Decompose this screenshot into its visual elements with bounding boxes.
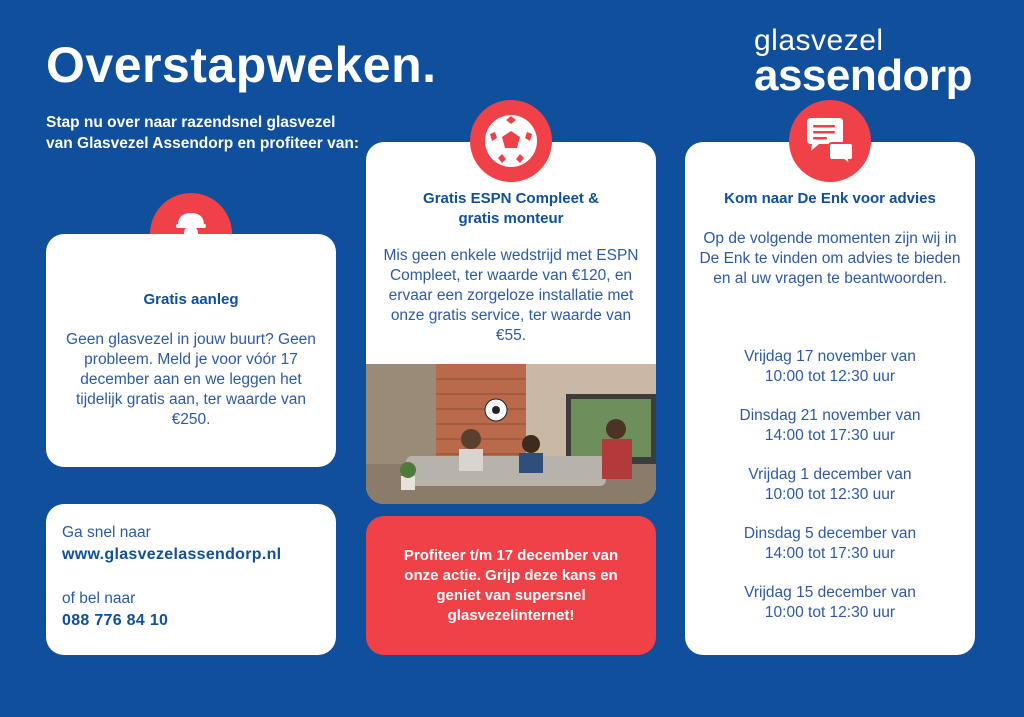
advice-slot [685,465,975,505]
soccer-ball-icon [470,100,552,182]
advice-card [685,142,975,655]
promo-banner[interactable] [366,516,656,655]
advice-slot-time: 10:00 tot 12:30 uur [764,486,896,503]
advice-slot [685,524,975,564]
advice-lead: Op de volgende momenten zijn wij in De Enk te vinden om advies te bieden en al uw vragen te beantwoorden. [699,230,961,287]
install-body: Geen glasvezel in jouw buurt? Geen probleem. Meld je voor vóór 17 december aan en we leggen het tijdelijk gratis aan, ter waarde van €250. [66,331,316,428]
advice-slot-time: 10:00 tot 12:30 uur [764,368,896,385]
phone-number[interactable]: 088 776 84 10 [62,612,169,629]
advice-title: Kom naar De Enk voor advies [724,190,936,207]
advice-slot-day: Dinsdag 21 november van [739,407,921,424]
advice-slot-time: 10:00 tot 12:30 uur [764,604,896,621]
fans-watching-photo [366,364,656,504]
phone-label: of bel naar [62,590,136,607]
web-label: Ga snel naar [62,524,151,541]
promo-text: Profiteer t/m 17 december van onze actie. Grijp deze kans en geniet van supersnel glasvezelinternet! [403,546,619,624]
advice-slot [685,347,975,387]
install-card [46,234,336,467]
contact-card [46,504,336,655]
brand-logo [753,24,972,100]
espn-title-line-2: gratis monteur [458,210,564,227]
install-title: Gratis aanleg [143,291,239,308]
espn-card [366,142,656,504]
advice-slot-time: 14:00 tot 17:30 uur [764,545,896,562]
espn-title [366,189,656,229]
advice-slot-day: Vrijdag 15 december van [744,584,916,601]
advice-slot-day: Vrijdag 1 december van [748,466,912,483]
intro-text: Stap nu over naar razendsnel glasvezel van Glasvezel Assendorp en profiteer van: [46,114,359,152]
advice-slot [685,406,975,446]
advice-slot-day: Dinsdag 5 december van [743,525,917,542]
page-title: Overstapweken. [46,37,437,93]
espn-title-line-1: Gratis ESPN Compleet & [423,190,599,207]
advice-slot [685,583,975,623]
advice-slot-day: Vrijdag 17 november van [744,348,916,365]
website-link[interactable]: www.glasvezelassendorp.nl [62,546,282,563]
advice-schedule [685,347,975,642]
chat-bubbles-icon [789,100,871,182]
espn-body: Mis geen enkele wedstrijd met ESPN Compleet, ter waarde van €120, en ervaar een zorgeloze installatie met onze gratis service, ter waarde van €55. [383,247,639,344]
logo-line-1: glasvezel [753,24,884,57]
logo-line-2: assendorp [753,51,972,100]
advice-slot-time: 14:00 tot 17:30 uur [764,427,896,444]
